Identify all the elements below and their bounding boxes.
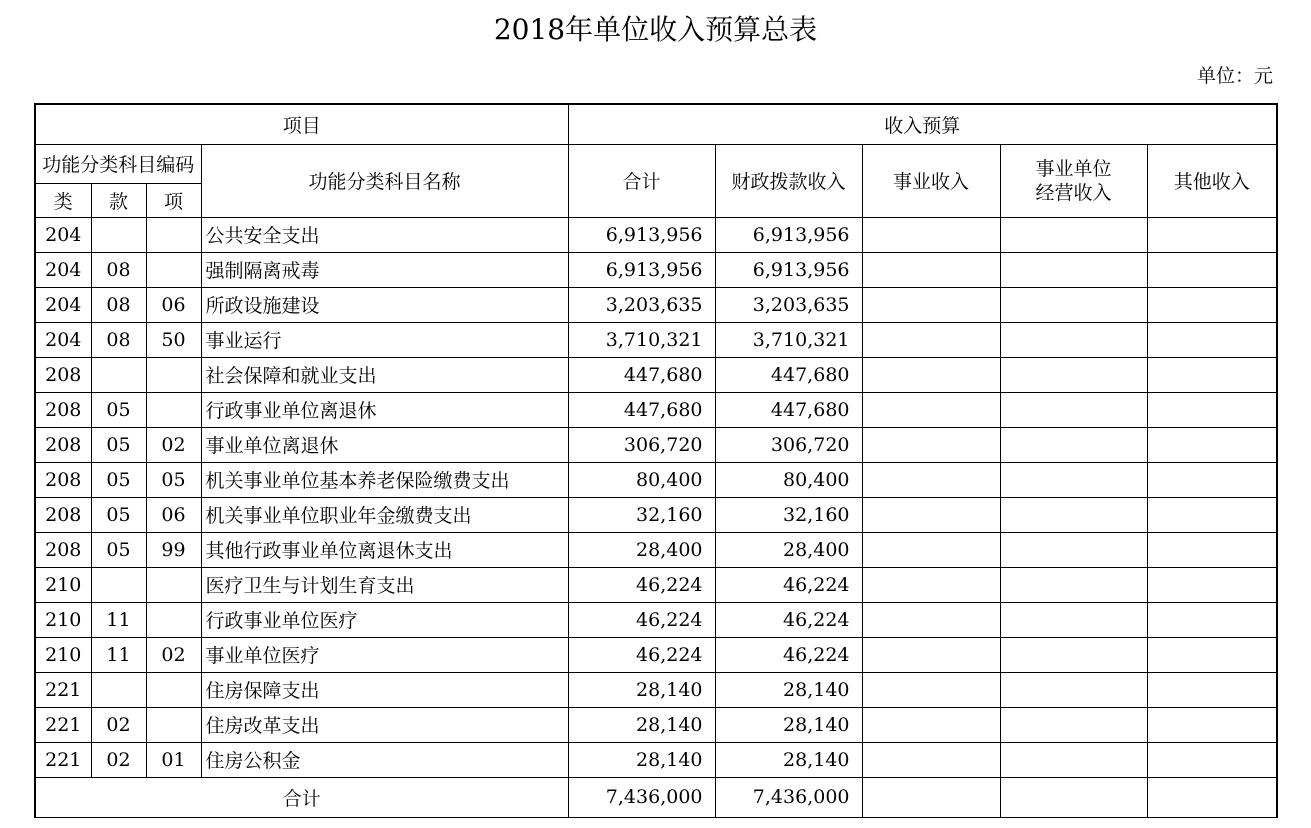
table-row bbox=[35, 602, 1277, 637]
cell-kuan bbox=[91, 672, 146, 707]
cell-other bbox=[1147, 707, 1277, 742]
cell-business bbox=[862, 392, 1000, 427]
cell-operating bbox=[1000, 707, 1147, 742]
cell-operating bbox=[1000, 742, 1147, 777]
cell-name: 行政事业单位离退休 bbox=[201, 392, 568, 427]
header-lei: 类 bbox=[35, 183, 91, 217]
cell-fiscal: 3,710,321 bbox=[715, 322, 862, 357]
cell-fiscal: 46,224 bbox=[715, 637, 862, 672]
cell-lei: 208 bbox=[35, 427, 91, 462]
cell-xiang: 05 bbox=[146, 462, 201, 497]
cell-name: 事业单位医疗 bbox=[201, 637, 568, 672]
cell-lei: 210 bbox=[35, 637, 91, 672]
cell-operating bbox=[1000, 532, 1147, 567]
cell-total: 28,140 bbox=[568, 707, 715, 742]
cell-business bbox=[862, 287, 1000, 322]
cell-operating bbox=[1000, 637, 1147, 672]
cell-lei: 208 bbox=[35, 532, 91, 567]
cell-name: 事业运行 bbox=[201, 322, 568, 357]
cell-fiscal: 447,680 bbox=[715, 392, 862, 427]
cell-other bbox=[1147, 532, 1277, 567]
cell-lei: 208 bbox=[35, 392, 91, 427]
cell-xiang bbox=[146, 602, 201, 637]
cell-kuan: 08 bbox=[91, 322, 146, 357]
header-other: 其他收入 bbox=[1147, 144, 1277, 217]
cell-kuan: 05 bbox=[91, 427, 146, 462]
cell-xiang: 01 bbox=[146, 742, 201, 777]
cell-business bbox=[862, 707, 1000, 742]
cell-total: 3,710,321 bbox=[568, 322, 715, 357]
cell-kuan bbox=[91, 567, 146, 602]
table-row bbox=[35, 427, 1277, 462]
cell-business bbox=[862, 602, 1000, 637]
cell-kuan bbox=[91, 357, 146, 392]
cell-lei: 210 bbox=[35, 602, 91, 637]
cell-other bbox=[1147, 462, 1277, 497]
cell-xiang bbox=[146, 357, 201, 392]
cell-name: 住房改革支出 bbox=[201, 707, 568, 742]
cell-business bbox=[862, 252, 1000, 287]
footer-operating bbox=[1000, 777, 1147, 817]
cell-xiang bbox=[146, 252, 201, 287]
header-fiscal: 财政拨款收入 bbox=[715, 144, 862, 217]
table-row bbox=[35, 217, 1277, 252]
cell-total: 32,160 bbox=[568, 497, 715, 532]
cell-fiscal: 28,140 bbox=[715, 672, 862, 707]
cell-operating bbox=[1000, 497, 1147, 532]
cell-other bbox=[1147, 217, 1277, 252]
cell-lei: 208 bbox=[35, 357, 91, 392]
cell-business bbox=[862, 567, 1000, 602]
cell-operating bbox=[1000, 217, 1147, 252]
cell-lei: 204 bbox=[35, 252, 91, 287]
cell-kuan: 11 bbox=[91, 637, 146, 672]
cell-other bbox=[1147, 742, 1277, 777]
table-row bbox=[35, 742, 1277, 777]
cell-fiscal: 28,140 bbox=[715, 742, 862, 777]
cell-xiang: 02 bbox=[146, 427, 201, 462]
cell-name: 住房公积金 bbox=[201, 742, 568, 777]
cell-business bbox=[862, 742, 1000, 777]
header-business: 事业收入 bbox=[862, 144, 1000, 217]
cell-lei: 208 bbox=[35, 462, 91, 497]
cell-kuan: 08 bbox=[91, 287, 146, 322]
cell-fiscal: 46,224 bbox=[715, 567, 862, 602]
table-row bbox=[35, 392, 1277, 427]
cell-total: 28,140 bbox=[568, 672, 715, 707]
cell-lei: 221 bbox=[35, 742, 91, 777]
cell-name: 所政设施建设 bbox=[201, 287, 568, 322]
cell-fiscal: 80,400 bbox=[715, 462, 862, 497]
cell-operating bbox=[1000, 252, 1147, 287]
header-kuan: 款 bbox=[91, 183, 146, 217]
cell-name: 行政事业单位医疗 bbox=[201, 602, 568, 637]
cell-business bbox=[862, 497, 1000, 532]
cell-lei: 204 bbox=[35, 217, 91, 252]
cell-xiang: 02 bbox=[146, 637, 201, 672]
cell-name: 其他行政事业单位离退休支出 bbox=[201, 532, 568, 567]
cell-other bbox=[1147, 602, 1277, 637]
header-income-budget: 收入预算 bbox=[568, 104, 1277, 144]
cell-kuan bbox=[91, 217, 146, 252]
cell-other bbox=[1147, 252, 1277, 287]
cell-total: 80,400 bbox=[568, 462, 715, 497]
header-xiang: 项 bbox=[146, 183, 201, 217]
cell-other bbox=[1147, 497, 1277, 532]
cell-operating bbox=[1000, 322, 1147, 357]
cell-kuan: 11 bbox=[91, 602, 146, 637]
cell-name: 住房保障支出 bbox=[201, 672, 568, 707]
cell-fiscal: 32,160 bbox=[715, 497, 862, 532]
cell-kuan: 05 bbox=[91, 462, 146, 497]
table-row bbox=[35, 567, 1277, 602]
footer-business bbox=[862, 777, 1000, 817]
cell-total: 46,224 bbox=[568, 637, 715, 672]
cell-operating bbox=[1000, 462, 1147, 497]
cell-fiscal: 3,203,635 bbox=[715, 287, 862, 322]
table-row bbox=[35, 672, 1277, 707]
header-code-group: 功能分类科目编码 bbox=[35, 144, 201, 183]
cell-operating bbox=[1000, 672, 1147, 707]
cell-business bbox=[862, 532, 1000, 567]
table-row bbox=[35, 357, 1277, 392]
cell-name: 公共安全支出 bbox=[201, 217, 568, 252]
cell-total: 28,400 bbox=[568, 532, 715, 567]
cell-lei: 221 bbox=[35, 672, 91, 707]
cell-lei: 208 bbox=[35, 497, 91, 532]
cell-xiang: 50 bbox=[146, 322, 201, 357]
cell-kuan: 02 bbox=[91, 707, 146, 742]
cell-other bbox=[1147, 567, 1277, 602]
cell-lei: 210 bbox=[35, 567, 91, 602]
cell-business bbox=[862, 217, 1000, 252]
cell-other bbox=[1147, 637, 1277, 672]
cell-name: 社会保障和就业支出 bbox=[201, 357, 568, 392]
income-budget-table bbox=[34, 103, 1278, 818]
footer-label: 合计 bbox=[35, 777, 568, 817]
cell-operating bbox=[1000, 427, 1147, 462]
unit-label: 单位：元 bbox=[1196, 65, 1273, 87]
table-row bbox=[35, 252, 1277, 287]
cell-xiang bbox=[146, 217, 201, 252]
cell-other bbox=[1147, 427, 1277, 462]
table-row bbox=[35, 322, 1277, 357]
cell-total: 3,203,635 bbox=[568, 287, 715, 322]
cell-kuan: 05 bbox=[91, 497, 146, 532]
cell-xiang bbox=[146, 672, 201, 707]
cell-name: 强制隔离戒毒 bbox=[201, 252, 568, 287]
cell-fiscal: 28,400 bbox=[715, 532, 862, 567]
cell-business bbox=[862, 322, 1000, 357]
header-name: 功能分类科目名称 bbox=[201, 144, 568, 217]
cell-fiscal: 447,680 bbox=[715, 357, 862, 392]
footer-other bbox=[1147, 777, 1277, 817]
cell-xiang bbox=[146, 392, 201, 427]
cell-name: 机关事业单位职业年金缴费支出 bbox=[201, 497, 568, 532]
cell-kuan: 08 bbox=[91, 252, 146, 287]
cell-fiscal: 6,913,956 bbox=[715, 252, 862, 287]
cell-operating bbox=[1000, 287, 1147, 322]
cell-other bbox=[1147, 287, 1277, 322]
table-row bbox=[35, 462, 1277, 497]
cell-fiscal: 6,913,956 bbox=[715, 217, 862, 252]
cell-name: 事业单位离退休 bbox=[201, 427, 568, 462]
table-row bbox=[35, 287, 1277, 322]
cell-total: 46,224 bbox=[568, 567, 715, 602]
header-project: 项目 bbox=[35, 104, 568, 144]
cell-xiang: 06 bbox=[146, 497, 201, 532]
cell-xiang bbox=[146, 707, 201, 742]
cell-total: 447,680 bbox=[568, 392, 715, 427]
cell-operating bbox=[1000, 567, 1147, 602]
cell-xiang: 06 bbox=[146, 287, 201, 322]
cell-other bbox=[1147, 322, 1277, 357]
cell-operating bbox=[1000, 392, 1147, 427]
footer-total: 7,436,000 bbox=[568, 777, 715, 817]
page-title: 2018年单位收入预算总表 bbox=[493, 13, 818, 46]
cell-total: 46,224 bbox=[568, 602, 715, 637]
cell-other bbox=[1147, 672, 1277, 707]
cell-fiscal: 46,224 bbox=[715, 602, 862, 637]
cell-kuan: 02 bbox=[91, 742, 146, 777]
cell-business bbox=[862, 357, 1000, 392]
cell-business bbox=[862, 637, 1000, 672]
cell-total: 6,913,956 bbox=[568, 217, 715, 252]
cell-total: 447,680 bbox=[568, 357, 715, 392]
cell-fiscal: 306,720 bbox=[715, 427, 862, 462]
cell-operating bbox=[1000, 602, 1147, 637]
cell-other bbox=[1147, 392, 1277, 427]
cell-kuan: 05 bbox=[91, 392, 146, 427]
cell-name: 医疗卫生与计划生育支出 bbox=[201, 567, 568, 602]
cell-business bbox=[862, 427, 1000, 462]
cell-lei: 204 bbox=[35, 322, 91, 357]
cell-total: 306,720 bbox=[568, 427, 715, 462]
cell-business bbox=[862, 462, 1000, 497]
cell-total: 28,140 bbox=[568, 742, 715, 777]
header-total: 合计 bbox=[568, 144, 715, 217]
table-row bbox=[35, 497, 1277, 532]
cell-business bbox=[862, 672, 1000, 707]
cell-xiang: 99 bbox=[146, 532, 201, 567]
header-operating: 事业单位经营收入 bbox=[1035, 157, 1112, 204]
cell-lei: 204 bbox=[35, 287, 91, 322]
cell-kuan: 05 bbox=[91, 532, 146, 567]
cell-lei: 221 bbox=[35, 707, 91, 742]
footer-fiscal: 7,436,000 bbox=[715, 777, 862, 817]
cell-fiscal: 28,140 bbox=[715, 707, 862, 742]
table-row bbox=[35, 637, 1277, 672]
table-row bbox=[35, 707, 1277, 742]
cell-operating bbox=[1000, 357, 1147, 392]
cell-other bbox=[1147, 357, 1277, 392]
table-row bbox=[35, 532, 1277, 567]
cell-name: 机关事业单位基本养老保险缴费支出 bbox=[201, 462, 568, 497]
cell-xiang bbox=[146, 567, 201, 602]
cell-total: 6,913,956 bbox=[568, 252, 715, 287]
